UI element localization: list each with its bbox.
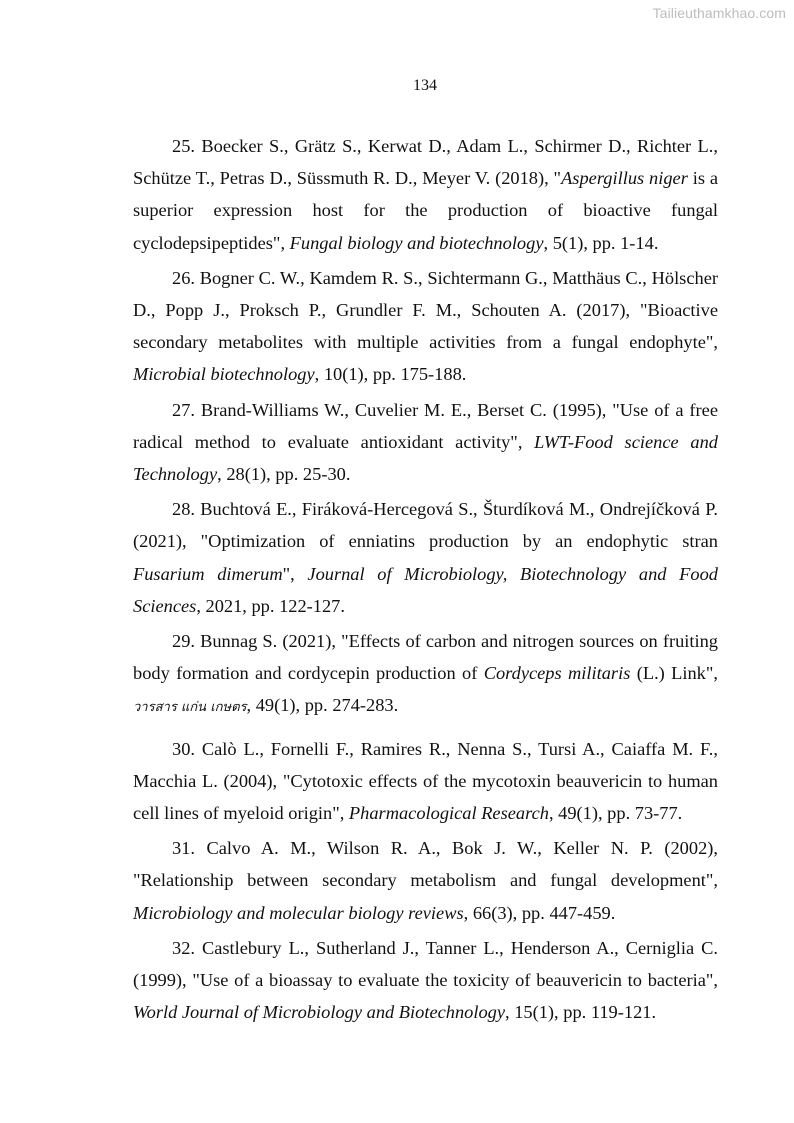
reference-italic-text: Fungal biology and biotechnology [289,232,544,253]
reference-italic-text: วารสาร แก่น เกษตร [133,700,247,716]
reference-text: 27. Brand-Williams W., Cuvelier M. E., Berset C. (1995), "Use of a free radical method to evaluate antioxidant activity", [133,399,718,452]
reference-text: , 15(1), pp. 119-121. [505,1002,657,1023]
reference-text: is a superior expression host for the production of bioactive fungal cyclodepsipeptides", [133,168,718,253]
reference-text: , 49(1), pp. 274-283. [246,695,399,716]
reference-entry [133,394,718,491]
reference-entry [133,932,718,1029]
reference-text: 32. Castlebury L., Sutherland J., Tanner L., Henderson A., Cerniglia C. (1999), "Use of a bioassay to evaluate the toxicity of beauvericin to bacteria", [133,937,718,991]
reference-entry [133,832,718,929]
reference-italic-text: Journal of Microbiology, Biotechnology and Food Sciences [133,563,719,616]
reference-text: , 10(1), pp. 175-188. [314,364,467,385]
reference-text: 25. Boecker S., Grätz S., Kerwat D., Adam L., Schirmer D., Richter L., Schütze T., Petras D., Süssmuth R. D., Meyer V. (2018), " [133,136,718,189]
reference-italic-text: Aspergillus niger [561,168,688,189]
reference-italic-text: Fusarium dimerum [133,563,283,584]
page-number: 134 [413,77,437,94]
reference-entry [133,733,718,830]
reference-text: (L.) Link", [630,663,718,684]
reference-text: ", [282,563,308,584]
reference-text: 30. Calò L., Fornelli F., Ramires R., Nenna S., Tursi A., Caiaffa M. F., Macchia L. (2004), "Cytotoxic effects of the mycotoxin beauvericin to human cell lines of myeloid origin", [133,738,718,824]
reference-italic-text: World Journal of Microbiology and Biotechnology [133,1002,506,1023]
reference-text: , 2021, pp. 122-127. [196,595,345,616]
reference-italic-text: Microbiology and molecular biology reviews [133,902,464,923]
reference-text: 29. Bunnag S. (2021), "Effects of carbon and nitrogen sources on fruiting body formation and cordycepin production of [133,631,718,684]
reference-list [133,130,718,1031]
reference-entry [133,262,718,391]
reference-text: , 49(1), pp. 73-77. [548,803,683,824]
reference-text: , 5(1), pp. 1-14. [543,232,659,253]
reference-italic-text: Microbial biotechnology [133,364,315,385]
reference-entry [133,130,718,259]
reference-text: 28. Buchtová E., Firáková-Hercegová S., Šturdíková M., Ondrejíčková P. (2021), "Optimization of enniatins production by an endophytic stran [133,499,718,552]
reference-text: 31. Calvo A. M., Wilson R. A., Bok J. W., Keller N. P. (2002), "Relationship between secondary metabolism and fungal development", [133,838,718,891]
reference-italic-text: LWT-Food science and Technology [133,431,718,485]
reference-text: 26. Bogner C. W., Kamdem R. S., Sichtermann G., Matthäus C., Hölscher D., Popp J., Proksch P., Grundler F. M., Schouten A. (2017), "Bioactive secondary metabolites with multiple activities from a fungal endophyte", [133,267,718,353]
reference-text: , 28(1), pp. 25-30. [217,464,351,485]
reference-text: , 66(3), pp. 447-459. [463,902,616,923]
reference-italic-text: Pharmacological Research [348,803,549,824]
reference-entry [133,625,718,725]
reference-entry [133,493,718,622]
reference-italic-text: Cordyceps militaris [483,663,631,684]
watermark: Tailieuthamkhao.com [652,5,786,21]
